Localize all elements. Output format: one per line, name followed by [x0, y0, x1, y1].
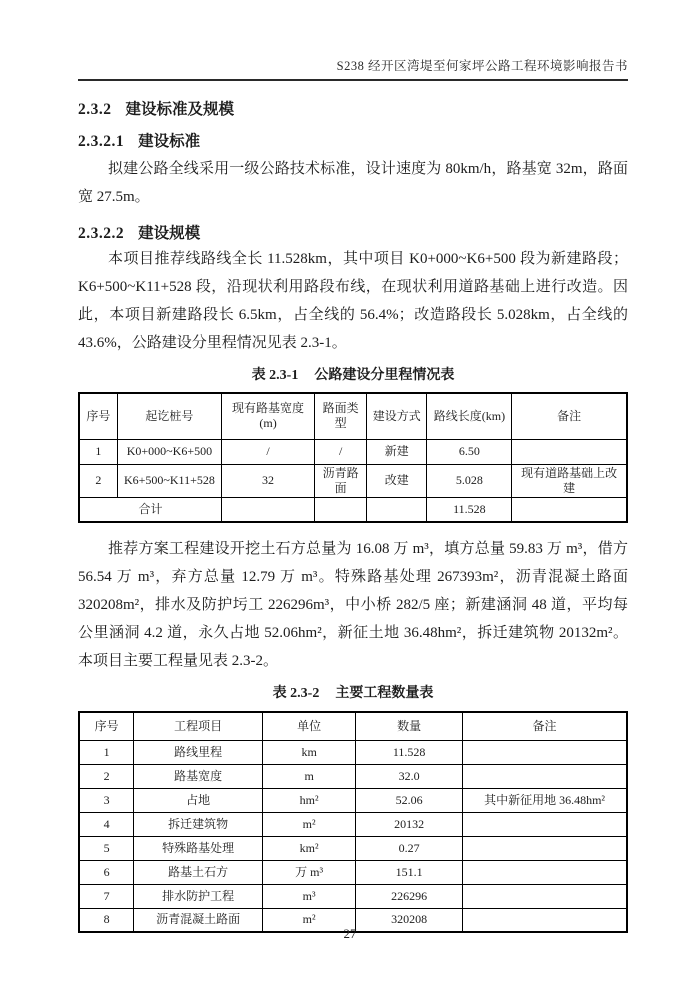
- table-total-row: [79, 497, 627, 522]
- col-header-remark: 备注: [463, 712, 627, 740]
- table-header-row: [79, 393, 627, 439]
- cell-quantity: 11.528: [356, 740, 463, 764]
- cell-remark: [463, 860, 627, 884]
- cell-quantity: 20132: [356, 812, 463, 836]
- table-row: [79, 788, 627, 812]
- table-2-caption: [78, 682, 628, 702]
- cell-quantity: 226296: [356, 884, 463, 908]
- col-header-seq: 序号: [79, 712, 134, 740]
- col-header-seq: 序号: [79, 393, 117, 439]
- cell-stakes: K0+000~K6+500: [117, 439, 221, 464]
- cell-total-method: [367, 497, 427, 522]
- col-header-unit: 单位: [263, 712, 356, 740]
- mileage-table: [78, 392, 628, 523]
- paragraph-project-quantities: 推荐方案工程建设开挖土石方总量为 16.08 万 m³，填方总量 59.83 万 m³，借方 56.54 万 m³，弃方总量 12.79 万 m³。特殊路基处理 267393m²，沥青混凝土路面 320208m²，排水及防护圬工 226296m³，中小桥 282/5 座；新建涵洞 48 道，平均每公里涵洞 4.2 道，永久占地 52.06hm²，新征土地 36.48hm²，拆迁建筑物 20132m²。本项目主要工程量见表 2.3-2。: [78, 541, 628, 669]
- col-header-stakes: 起讫桩号: [117, 393, 221, 439]
- cell-existing-width: 32: [221, 464, 314, 497]
- cell-total-surface: [315, 497, 367, 522]
- cell-item: 路基土石方: [134, 860, 263, 884]
- col-header-build-method: 建设方式: [367, 393, 427, 439]
- cell-seq: 1: [79, 439, 117, 464]
- paragraph-construction-scale: 本项目推荐线路线全长 11.528km，其中项目 K0+000~K6+500 段为新建路段；K6+500~K11+528 段，沿现状利用路段布线，在现状利用道路基础上进行改造。因此，本项目新建路段长 6.5km，占全线的 56.4%；改造路段长 5.028km，占全线的 43.6%，公路建设分里程情况见表 2.3-1。: [78, 251, 628, 351]
- cell-total-length: 11.528: [427, 497, 512, 522]
- cell-item: 占地: [134, 788, 263, 812]
- cell-build-method: 改建: [367, 464, 427, 497]
- cell-surface-type: /: [315, 439, 367, 464]
- table-row: [79, 836, 627, 860]
- cell-remark: [463, 884, 627, 908]
- table-2-caption-title: 主要工程数量表: [335, 686, 434, 701]
- cell-length: 5.028: [427, 464, 512, 497]
- cell-unit: 万 m³: [263, 860, 356, 884]
- document-page: [78, 0, 628, 933]
- cell-seq: 2: [79, 464, 117, 497]
- cell-quantity: 0.27: [356, 836, 463, 860]
- table-1-caption-label: 表 2.3-1: [251, 368, 299, 383]
- cell-seq: 1: [79, 740, 134, 764]
- cell-seq: 8: [79, 908, 134, 932]
- table-row: [79, 439, 627, 464]
- table-row: [79, 860, 627, 884]
- cell-remark: 现有道路基础上改建: [512, 464, 627, 497]
- cell-remark: [512, 439, 627, 464]
- section-heading-2-3-2-2: [78, 221, 628, 243]
- table-2-caption-label: 表 2.3-2: [272, 686, 320, 701]
- cell-remark: 其中新征用地 36.48hm²: [463, 788, 627, 812]
- cell-quantity: 320208: [356, 908, 463, 932]
- cell-remark: [463, 740, 627, 764]
- cell-unit: km: [263, 740, 356, 764]
- col-header-length: 路线长度(km): [427, 393, 512, 439]
- col-header-surface-type: 路面类型: [315, 393, 367, 439]
- page-number: 27: [343, 926, 357, 941]
- table-1-caption-title: 公路建设分里程情况表: [314, 368, 455, 383]
- cell-total-width: [221, 497, 314, 522]
- quantities-table: [78, 711, 628, 933]
- cell-item: 路基宽度: [134, 764, 263, 788]
- section-heading-2-3-2-1: [78, 129, 628, 151]
- cell-seq: 6: [79, 860, 134, 884]
- cell-unit: km²: [263, 836, 356, 860]
- cell-item: 特殊路基处理: [134, 836, 263, 860]
- section-number: 2.3.2: [78, 101, 112, 118]
- cell-stakes: K6+500~K11+528: [117, 464, 221, 497]
- col-header-existing-width: 现有路基宽度(m): [221, 393, 314, 439]
- cell-surface-type: 沥青路面: [315, 464, 367, 497]
- cell-remark: [463, 764, 627, 788]
- cell-unit: m²: [263, 908, 356, 932]
- cell-seq: 7: [79, 884, 134, 908]
- table-row: [79, 764, 627, 788]
- cell-item: 排水防护工程: [134, 884, 263, 908]
- cell-quantity: 32.0: [356, 764, 463, 788]
- page-header-title: S238 经开区湾堤至何家坪公路工程环境影响报告书: [336, 59, 628, 73]
- table-row: [79, 740, 627, 764]
- table-1-caption: [78, 364, 628, 384]
- cell-unit: m: [263, 764, 356, 788]
- cell-quantity: 52.06: [356, 788, 463, 812]
- section-title: 建设规模: [138, 225, 201, 242]
- table-row: [79, 464, 627, 497]
- header-rule: [78, 79, 628, 81]
- cell-unit: m³: [263, 884, 356, 908]
- section-title: 建设标准: [138, 133, 201, 150]
- section-title: 建设标准及规模: [125, 101, 235, 118]
- cell-seq: 4: [79, 812, 134, 836]
- cell-item: 沥青混凝土路面: [134, 908, 263, 932]
- cell-item: 路线里程: [134, 740, 263, 764]
- cell-unit: m²: [263, 812, 356, 836]
- col-header-quantity: 数量: [356, 712, 463, 740]
- paragraph-construction-standards: 拟建公路全线采用一级公路技术标准，设计速度为 80km/h，路基宽 32m，路面宽 27.5m。: [78, 161, 628, 205]
- cell-build-method: 新建: [367, 439, 427, 464]
- cell-item: 拆迁建筑物: [134, 812, 263, 836]
- col-header-remark: 备注: [512, 393, 627, 439]
- cell-seq: 3: [79, 788, 134, 812]
- table-header-row: [79, 712, 627, 740]
- cell-seq: 2: [79, 764, 134, 788]
- table-row: [79, 812, 627, 836]
- cell-remark: [463, 812, 627, 836]
- cell-length: 6.50: [427, 439, 512, 464]
- cell-total-label: 合计: [79, 497, 221, 522]
- cell-quantity: 151.1: [356, 860, 463, 884]
- cell-remark: [463, 836, 627, 860]
- section-number: 2.3.2.1: [78, 133, 125, 150]
- cell-total-remark: [512, 497, 627, 522]
- table-row: [79, 884, 627, 908]
- cell-existing-width: /: [221, 439, 314, 464]
- col-header-item: 工程项目: [134, 712, 263, 740]
- cell-seq: 5: [79, 836, 134, 860]
- section-heading-2-3-2: [78, 97, 628, 119]
- cell-unit: hm²: [263, 788, 356, 812]
- section-number: 2.3.2.2: [78, 225, 125, 242]
